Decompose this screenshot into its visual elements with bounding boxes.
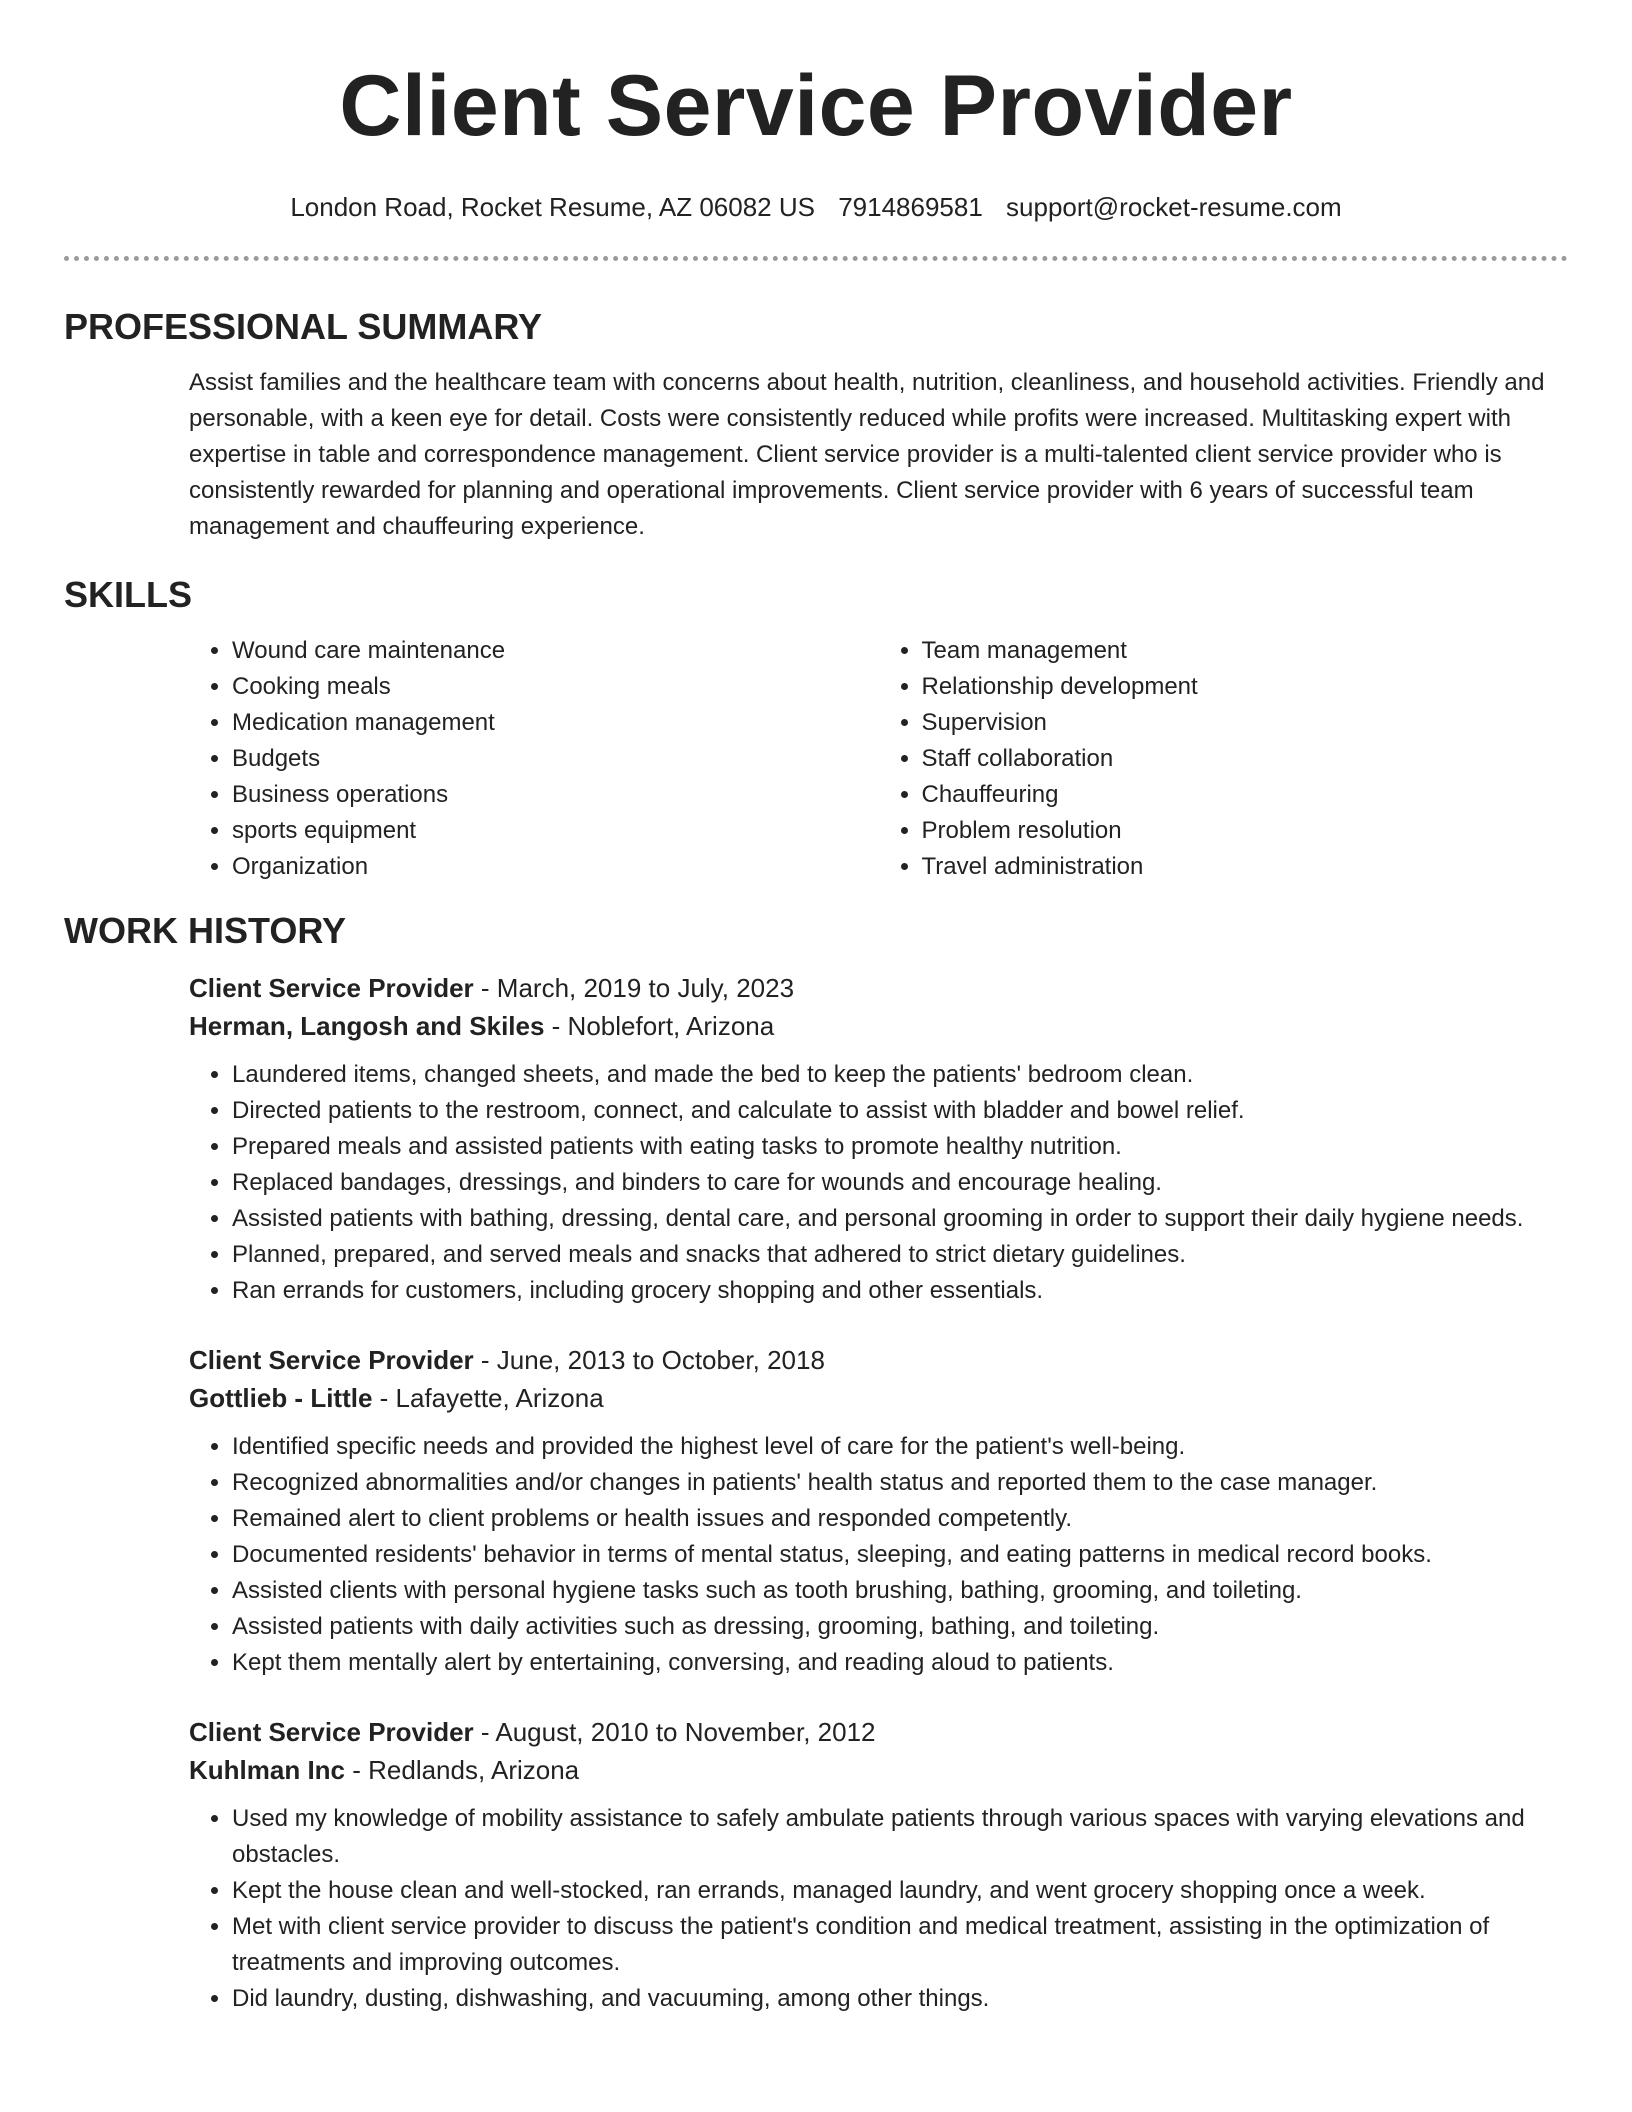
job-bullets: [189, 1801, 1568, 2017]
contact-phone: 7914869581: [838, 192, 983, 222]
job-bullet: • Kept the house clean and well-stocked, ran errands, managed laundry, and went grocery shopping once a week.: [232, 1873, 1568, 1909]
job-bullet: • Directed patients to the restroom, connect, and calculate to assist with bladder and bowel relief.: [232, 1093, 1568, 1129]
job-company: Herman, Langosh and Skiles: [189, 1011, 545, 1041]
skill-item: • Wound care maintenance: [232, 633, 879, 669]
job-role: Client Service Provider: [189, 1345, 474, 1375]
contact-address: London Road, Rocket Resume, AZ 06082 US: [290, 192, 815, 222]
skill-item: • sports equipment: [232, 813, 879, 849]
job-bullet: • Laundered items, changed sheets, and made the bed to keep the patients' bedroom clean.: [232, 1057, 1568, 1093]
job-company-line: [189, 1007, 1568, 1045]
skills-list-left: [189, 633, 879, 885]
job-bullet: • Assisted clients with personal hygiene tasks such as tooth brushing, bathing, grooming, and toileting.: [232, 1573, 1568, 1609]
job-entry: [189, 1341, 1568, 1681]
skill-item: • Cooking meals: [232, 669, 879, 705]
job-bullet: • Did laundry, dusting, dishwashing, and vacuuming, among other things.: [232, 1981, 1568, 2017]
job-bullet: • Met with client service provider to discuss the patient's condition and medical treatment, assisting in the optimization of treatments and improving outcomes.: [232, 1909, 1568, 1981]
job-title-line: [189, 1341, 1568, 1379]
header-divider: [64, 256, 1568, 261]
job-role: Client Service Provider: [189, 973, 474, 1003]
job-company-line: [189, 1751, 1568, 1789]
job-location: - Lafayette, Arizona: [372, 1383, 604, 1413]
job-bullet: • Used my knowledge of mobility assistance to safely ambulate patients through various spaces with varying elevations and obstacles.: [232, 1801, 1568, 1873]
skills-heading: SKILLS: [64, 574, 193, 615]
candidate-name: Client Service Provider: [339, 58, 1293, 154]
summary-text: Assist families and the healthcare team with concerns about health, nutrition, cleanliness, and household activities. Friendly and personable, with a keen eye for detail. Costs were consistently reduced while profits were increased. Multitasking expert with expertise in table and correspondence management. Client service provider is a multi-talented client service provider who is consistently rewarded for planning and operational improvements. Client service provider with 6 years of successful team management and chauffeuring experience.: [189, 369, 1545, 540]
skill-item: • Medication management: [232, 705, 879, 741]
job-bullet: • Planned, prepared, and served meals and snacks that adhered to strict dietary guidelines.: [232, 1237, 1568, 1273]
job-dates: - August, 2010 to November, 2012: [473, 1717, 876, 1747]
job-bullet: • Replaced bandages, dressings, and binders to care for wounds and encourage healing.: [232, 1165, 1568, 1201]
skill-item: • Staff collaboration: [922, 741, 1569, 777]
job-bullet: • Assisted patients with bathing, dressing, dental care, and personal grooming in order to support their daily hygiene needs.: [232, 1201, 1568, 1237]
skill-item: • Problem resolution: [922, 813, 1569, 849]
skill-item: • Travel administration: [922, 849, 1569, 885]
job-entry: [189, 1713, 1568, 2017]
job-title-line: [189, 1713, 1568, 1751]
job-bullet: • Prepared meals and assisted patients with eating tasks to promote healthy nutrition.: [232, 1129, 1568, 1165]
summary-section: [189, 365, 1568, 545]
job-bullet: • Identified specific needs and provided the highest level of care for the patient's well-being.: [232, 1429, 1568, 1465]
contact-line: [64, 192, 1568, 222]
job-bullet: • Kept them mentally alert by entertaining, conversing, and reading aloud to patients.: [232, 1645, 1568, 1681]
job-company: Kuhlman Inc: [189, 1755, 346, 1785]
job-bullet: • Recognized abnormalities and/or changes in patients' health status and reported them to the case manager.: [232, 1465, 1568, 1501]
work-history-section: [189, 969, 1568, 2017]
summary-heading: PROFESSIONAL SUMMARY: [64, 306, 543, 347]
job-location: - Redlands, Arizona: [345, 1755, 580, 1785]
job-bullet: • Ran errands for customers, including grocery shopping and other essentials.: [232, 1273, 1568, 1309]
skill-item: • Supervision: [922, 705, 1569, 741]
contact-email: support@rocket-resume.com: [1006, 192, 1342, 222]
job-bullet: • Remained alert to client problems or health issues and responded competently.: [232, 1501, 1568, 1537]
job-bullets: [189, 1429, 1568, 1681]
work-history-heading: WORK HISTORY: [64, 910, 347, 951]
job-dates: - March, 2019 to July, 2023: [473, 973, 795, 1003]
skill-item: • Organization: [232, 849, 879, 885]
skill-item: • Team management: [922, 633, 1569, 669]
job-bullet: • Documented residents' behavior in terms of mental status, sleeping, and eating patterns in medical record books.: [232, 1537, 1568, 1573]
skill-item: • Chauffeuring: [922, 777, 1569, 813]
skill-item: • Business operations: [232, 777, 879, 813]
job-dates: - June, 2013 to October, 2018: [473, 1345, 825, 1375]
job-title-line: [189, 969, 1568, 1007]
job-entry: [189, 969, 1568, 1309]
skill-item: • Budgets: [232, 741, 879, 777]
skills-section: [189, 633, 1568, 885]
job-company-line: [189, 1379, 1568, 1417]
job-company: Gottlieb - Little: [189, 1383, 373, 1413]
job-location: - Noblefort, Arizona: [544, 1011, 775, 1041]
skill-item: • Relationship development: [922, 669, 1569, 705]
job-bullet: • Assisted patients with daily activities such as dressing, grooming, bathing, and toileting.: [232, 1609, 1568, 1645]
skills-list-right: [879, 633, 1569, 885]
job-role: Client Service Provider: [189, 1717, 474, 1747]
job-bullets: [189, 1057, 1568, 1309]
